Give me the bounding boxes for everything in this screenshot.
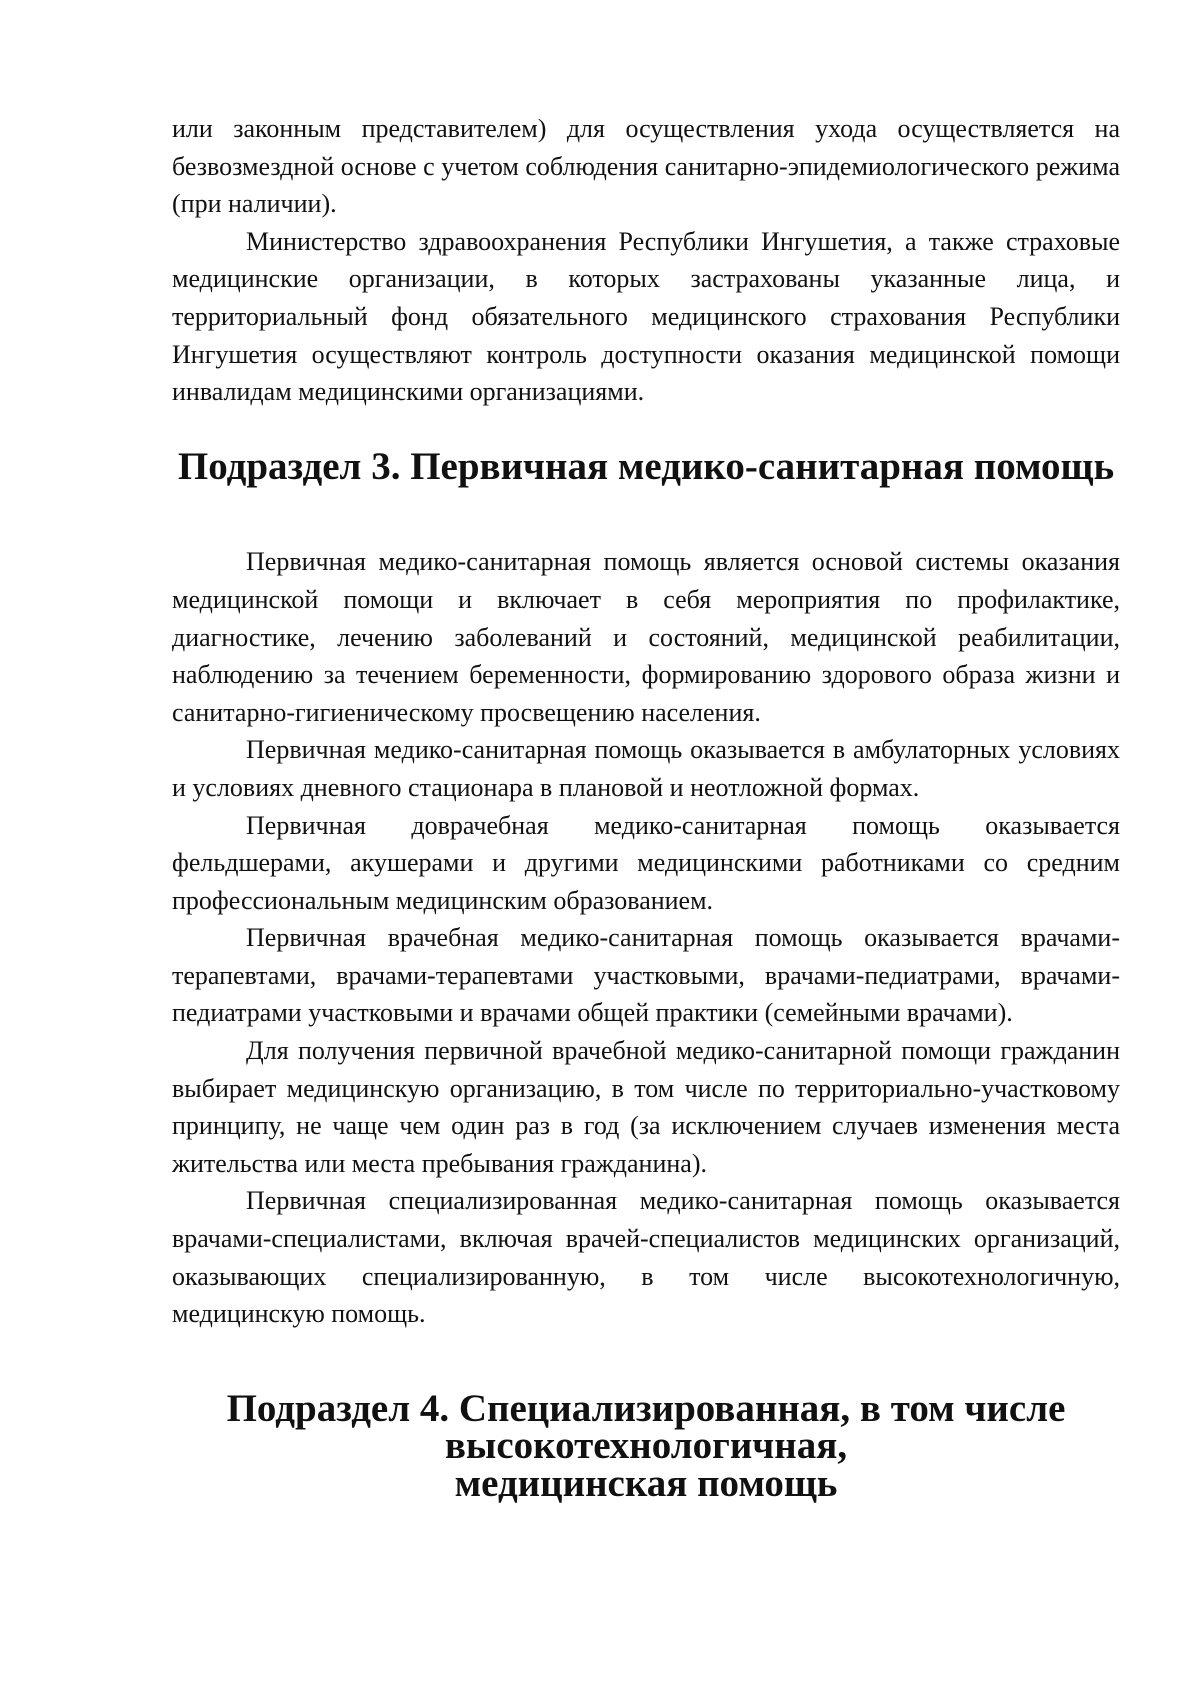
paragraph-physician-care: Первичная врачебная медико-санитарная помощь оказывается врачами-терапевтами, врачами-терапевтами участковыми, врачами-педиатрами, врачами-педиатрами участковыми и врачами общей практики (семейными врачами).: [172, 923, 1120, 1028]
document-page: [172, 110, 1120, 1503]
paragraph-primary-care-basis: Первичная медико-санитарная помощь является основой системы оказания медицинской помощи и включает в себя мероприятия по профилактике, диагностике, лечению заболеваний и состояний, медицинской реабилитации, наблюдению за течением беременности, формированию здорового образа жизни и санитарно-гигиеническому просвещению населения.: [172, 547, 1120, 727]
paragraph-pre-medical-care: Первичная доврачебная медико-санитарная помощь оказывается фельдшерами, акушерами и другими медицинскими работниками со средним профессиональным медицинским образованием.: [172, 810, 1120, 915]
subsection-4-title-line1: Подраздел 4. Специализированная, в том числе высокотехнологичная,: [226, 1386, 1066, 1468]
paragraph-continuation: или законным представителем) для осуществления ухода осуществляется на безвозмездной основе с учетом соблюдения санитарно-эпидемиологического режима (при наличии).: [172, 114, 1120, 219]
paragraph-primary-care-forms: Первичная медико-санитарная помощь оказывается в амбулаторных условиях и условиях дневного стационара в плановой и неотложной формах.: [172, 735, 1120, 802]
subsection-4-title-line2: медицинская помощь: [454, 1462, 838, 1505]
paragraph-specialized-primary-care: Первичная специализированная медико-санитарная помощь оказывается врачами-специалистами, включая врачей-специалистов медицинских организаций, оказывающих специализированную, в том числе высокотехнологичную, медицинскую помощь.: [172, 1186, 1120, 1329]
subsection-4-title: [172, 1386, 1120, 1505]
subsection-3-title: Подраздел 3. Первичная медико-санитарная помощь: [177, 444, 1115, 488]
paragraph-ministry-control: Министерство здравоохранения Республики Ингушетия, а также страховые медицинские организации, в которых застрахованы указанные лица, и территориальный фонд обязательного медицинского страхования Республики Ингушетия осуществляют контроль доступности оказания медицинской помощи инвалидам медицинскими организациями.: [172, 226, 1120, 407]
paragraph-choose-organization: Для получения первичной врачебной медико-санитарной помощи гражданин выбирает медицинскую организацию, в том числе по территориально-участковому принципу, не чаще чем один раз в год (за исключением случаев изменения места жительства или места пребывания гражданина).: [172, 1036, 1120, 1178]
